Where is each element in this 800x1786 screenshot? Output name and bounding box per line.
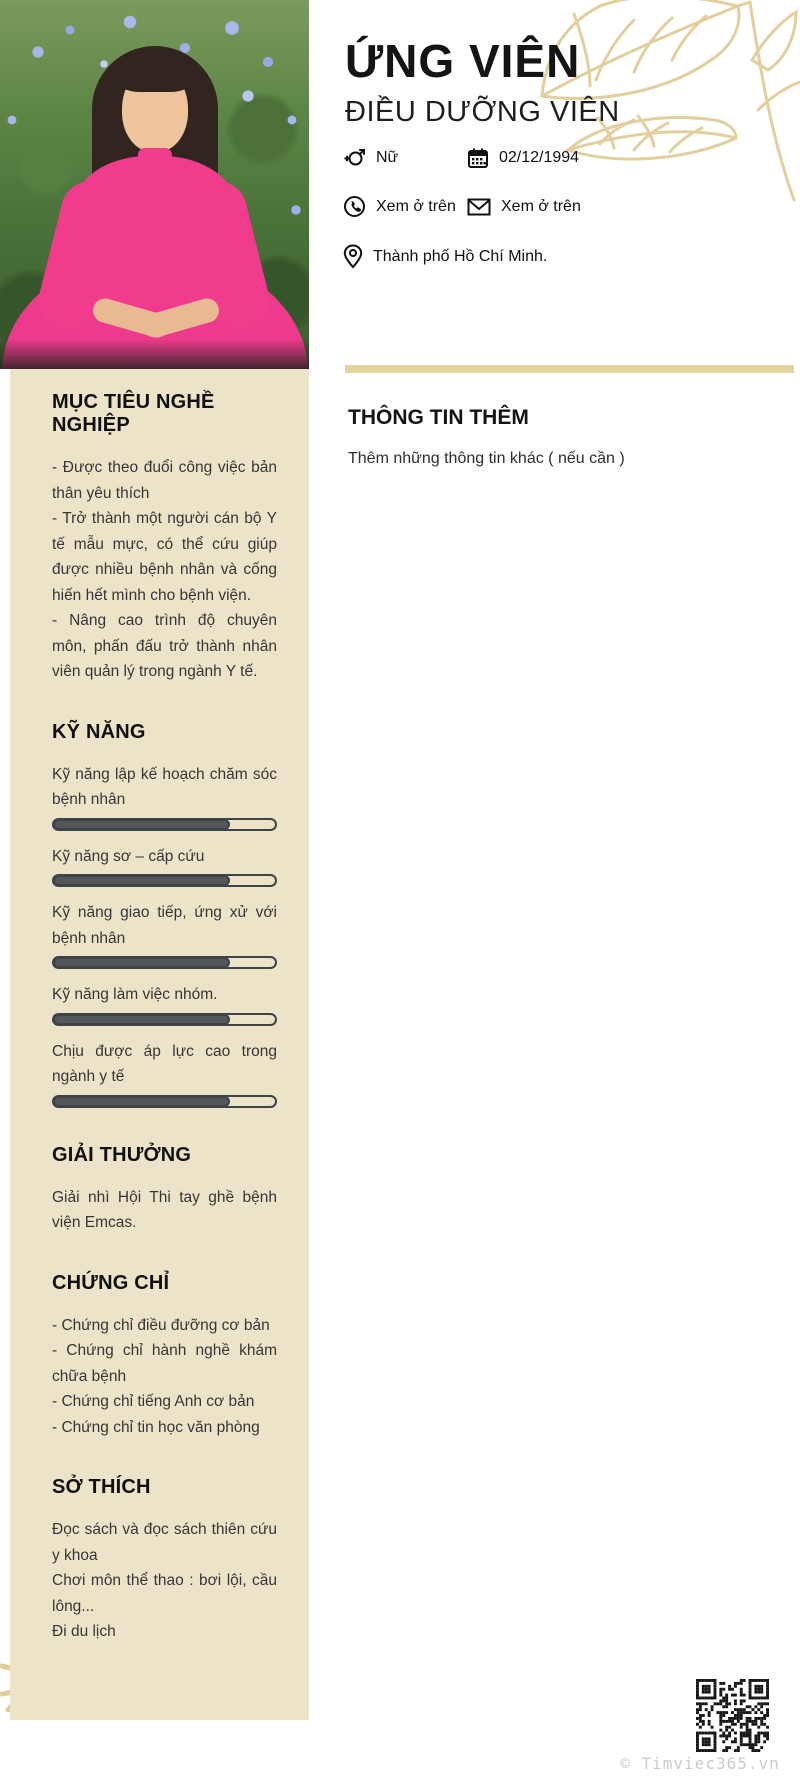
site-credit: © Timviec365.vn [620, 1754, 780, 1773]
email-value: Xem ở trên [501, 197, 581, 215]
objective-paragraph: - Được theo đuổi công việc bản thân yêu thích [52, 459, 277, 502]
award-paragraph: Giải nhì Hội Thi tay ghề bệnh viện Emcas. [52, 1188, 277, 1231]
photo-hair-fringe [118, 58, 192, 92]
skill-item [52, 844, 277, 888]
certificate-line: - Chứng chỉ điều đưỡng cơ bản [52, 1316, 270, 1334]
section-heading: GIẢI THƯỞNG [52, 1143, 192, 1166]
skill-bar-fill [53, 875, 230, 886]
skill-bar [52, 1095, 277, 1108]
birthday-value: 02/12/1994 [499, 148, 580, 166]
skill-bar [52, 1013, 277, 1026]
hobby-line: Chơi môn thể thao : bơi lội, cầu lông... [52, 1572, 277, 1615]
address-field [343, 244, 547, 269]
section-awards [52, 1144, 277, 1236]
phone-icon [343, 195, 366, 218]
section-objective [52, 391, 277, 685]
email-field [467, 195, 581, 218]
section-heading: CHỨNG CHỈ [52, 1271, 170, 1294]
skill-item [52, 1039, 277, 1108]
skill-bar-fill [53, 957, 230, 968]
section-heading: SỞ THÍCH [52, 1476, 151, 1498]
skill-label: Kỹ năng lập kế hoạch chăm sóc bệnh nhân [52, 765, 277, 808]
hobby-line: Đọc sách và đọc sách thiên cứu y khoa [52, 1521, 277, 1564]
birthday-field [467, 146, 579, 169]
section-hobbies [52, 1476, 277, 1645]
section-heading: KỸ NĂNG [52, 720, 146, 743]
photo-dress-collar [138, 148, 172, 162]
candidate-job-title: ĐIỀU DƯỠNG VIÊN [345, 96, 620, 128]
hobby-line: Đi du lịch [52, 1623, 116, 1640]
skill-bar [52, 874, 277, 887]
section-certificates [52, 1272, 277, 1441]
skill-bar [52, 818, 277, 831]
info-row [343, 244, 763, 269]
certificate-line: - Chứng chỉ hành nghề khám chữa bệnh [52, 1342, 277, 1385]
address-value: Thành phố Hồ Chí Minh. [373, 247, 548, 265]
phone-value: Xem ở trên [376, 197, 456, 215]
skill-bar-fill [53, 1096, 230, 1107]
envelope-icon [467, 198, 491, 216]
header-divider-bar [345, 365, 794, 373]
certificate-line: - Chứng chỉ tiếng Anh cơ bản [52, 1393, 255, 1410]
qr-code [696, 1679, 769, 1752]
additional-info-body: Thêm những thông tin khác ( nếu cần ) [348, 450, 625, 467]
gender-icon [343, 146, 366, 169]
info-row [343, 195, 763, 218]
info-row [343, 146, 763, 169]
skill-bar-fill [53, 1014, 230, 1025]
section-heading: MỤC TIÊU NGHỀ NGHIỆP [52, 391, 215, 436]
skill-label: Kỹ năng giao tiếp, ứng xử với bệnh nhân [52, 904, 277, 947]
objective-paragraph: - Nâng cao trình độ chuyên môn, phấn đấu trở thành nhân viên quản lý trong ngành Y tế. [52, 612, 277, 680]
skill-label: Kỹ năng sơ – cấp cứu [52, 847, 205, 865]
skill-label: Chịu được áp lực cao trong ngành y tế [52, 1042, 277, 1085]
skill-item [52, 762, 277, 831]
profile-photo [0, 0, 309, 369]
candidate-name: ỨNG VIÊN [345, 35, 581, 87]
skill-item [52, 982, 277, 1026]
gender-field [343, 146, 467, 169]
sidebar [10, 369, 309, 1720]
objective-paragraph: - Trở thành một người cán bộ Y tế mẫu mực, có thể cứu giúp được nhiều bệnh nhân và cống hiến hết mình cho bệnh viện. [52, 510, 277, 604]
photo-ground [0, 339, 309, 369]
skill-item [52, 900, 277, 969]
phone-field [343, 195, 467, 218]
skill-bar [52, 956, 277, 969]
calendar-icon [467, 147, 489, 169]
skill-label: Kỹ năng làm việc nhóm. [52, 986, 218, 1003]
skill-bar-fill [53, 819, 230, 830]
location-pin-icon [343, 244, 363, 269]
contact-info [343, 146, 763, 295]
certificate-line: - Chứng chỉ tin học văn phòng [52, 1418, 260, 1436]
additional-info-heading: THÔNG TIN THÊM [348, 406, 529, 429]
section-skills [52, 721, 277, 1108]
gender-value: Nữ [376, 148, 399, 166]
